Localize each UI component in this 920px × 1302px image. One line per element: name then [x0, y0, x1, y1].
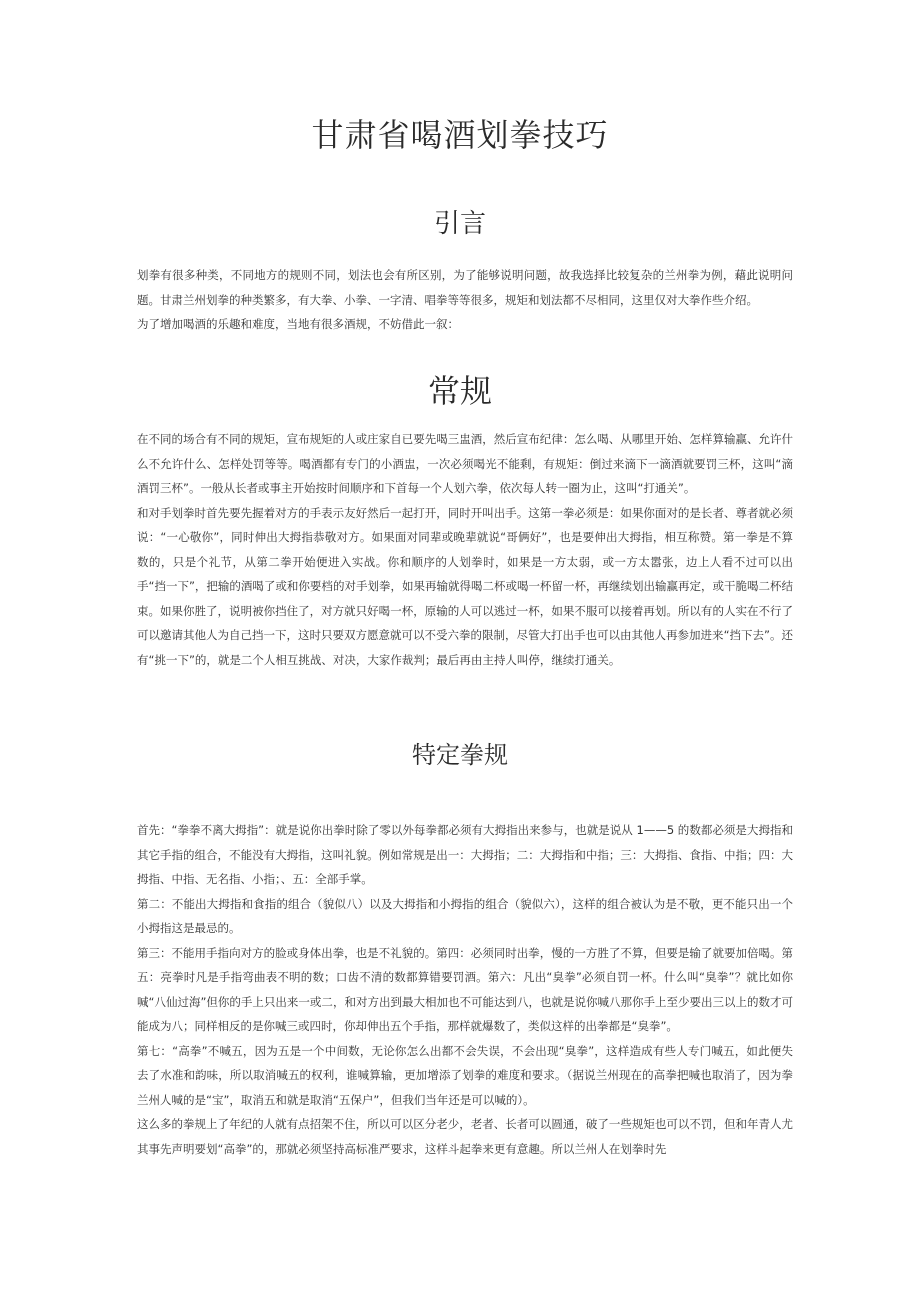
paragraph: 第七：“高拳”不喊五，因为五是一个中间数，无论你怎么出都不会失误，不会出现“臭拳”，这样造成有些人专门喊五，如此便失去了水准和韵味，所以取消喊五的权利，谁喊算输，更加增添了划拳的难度和要求。（据说兰州现在的高拳把喊也取消了，因为拳兰州人喊的是“宝”，取消五和就是取消“五保户”，但我们当年还是可以喊的）。	[137, 1043, 793, 1107]
section-body-intro	[137, 263, 793, 337]
section-heading-intro: 引言	[433, 209, 486, 239]
paragraph: 为了增加喝酒的乐趣和难度，当地有很多酒规，不妨借此一叙：	[137, 317, 459, 331]
paragraph: 第二：不能出大拇指和食指的组合（貌似八）以及大拇指和小拇指的组合（貌似六），这样的组合被认为是不敬，更不能只出一个小拇指这是最忌的。	[137, 896, 793, 935]
paragraph: 第三：不能用手指向对方的脸或身体出拳，也是不礼貌的。第四：必须同时出拳，慢的一方胜了不算，但要是输了就要加倍喝。第五：亮拳时凡是手指弯曲表不明的数；口齿不清的数都算错要罚酒。第六：凡出“臭拳”必须自罚一杯。什么叫“臭拳”？就比如你喊“八仙过海”但你的手上只出来一或二，和对方出到最大相加也不可能达到八，也就是说你喊八那你手上至少要出三以上的数才可能成为八；同样相反的是你喊三或四时，你却伸出五个手指，那样就爆数了，类似这样的出拳都是“臭拳”。	[137, 945, 793, 1033]
section-body-regular	[137, 427, 793, 672]
section-heading-regular: 常规	[427, 372, 492, 410]
paragraph: 划拳有很多种类，不同地方的规则不同，划法也会有所区别，为了能够说明问题，故我选择比较复杂的兰州拳为例，藉此说明问题。甘肃兰州划拳的种类繁多，有大拳、小拳、一字清、唱拳等等很多，规矩和划法都不尽相同，这里仅对大拳作些介绍。	[137, 268, 793, 307]
paragraph: 和对手划拳时首先要先握着对方的手表示友好然后一起打开，同时开叫出手。这第一拳必须是：如果你面对的是长者、尊者就必须说：“一心敬你”，同时伸出大拇指恭敬对方。如果面对同辈或晚辈就说“哥俩好”，也是要伸出大拇指，相互称赞。第一拳是不算数的，只是个礼节，从第二拳开始便进入实战。你和顺序的人划拳时，如果是一方太弱，或一方太嚣张，边上人看不过可以出手“挡一下”，把输的酒喝了或和你要档的对手划拳，如果再输就得喝二杯或喝一杯留一杯，再继续划出输赢再定，或干脆喝二杯结束。如果你胜了，说明被你挡住了，对方就只好喝一杯，原输的人可以逃过一杯，如果不服可以接着再划。所以有的人实在不行了可以邀请其他人为自己挡一下，这时只要双方愿意就可以不受六拳的限制，尽管大打出手也可以由其他人再参加进来“挡下去”。还有“挑一下”的，就是二个人相互挑战、对决，大家作裁判；最后再由主持人叫停，继续打通关。	[137, 505, 793, 667]
paragraph: 首先：“拳拳不离大拇指”：就是说你出拳时除了零以外每拳都必须有大拇指出来参与，也就是说从 1——5 的数都必须是大拇指和其它手指的组合，不能没有大拇指，这叫礼貌。例如常规是出一：大拇指；二：大拇指和中指；三：大拇指、食指、中指；四：大拇指、中指、无名指、小指；、五：全部手掌。	[137, 823, 793, 886]
section-heading-specific: 特定拳规	[412, 741, 508, 769]
paragraph: 在不同的场合有不同的规矩，宣布规矩的人或庄家自已要先喝三盅酒，然后宣布纪律：怎么喝、从哪里开始、怎样算输赢、允许什么不允许什么、怎样处罚等等。喝酒都有专门的小酒盅，一次必须喝光不能剩，有规矩：倒过来滴下一滴酒就要罚三杯，这叫“滴酒罚三杯”。一般从长者或事主开始按时间顺序和下首每一个人划六拳，依次每人转一圈为止，这叫“打通关”。	[137, 432, 793, 495]
paragraph: 这么多的拳规上了年纪的人就有点招架不住，所以可以区分老少，老者、长者可以圆通，破了一些规矩也可以不罚，但和年青人尤其事先声明要划“高拳”的，那就必须坚持高标准严要求，这样斗起拳来更有意趣。所以兰州人在划拳时先	[137, 1117, 793, 1156]
section-body-specific	[137, 818, 793, 1161]
document-title: 甘肃省喝酒划拳技巧	[311, 116, 609, 154]
